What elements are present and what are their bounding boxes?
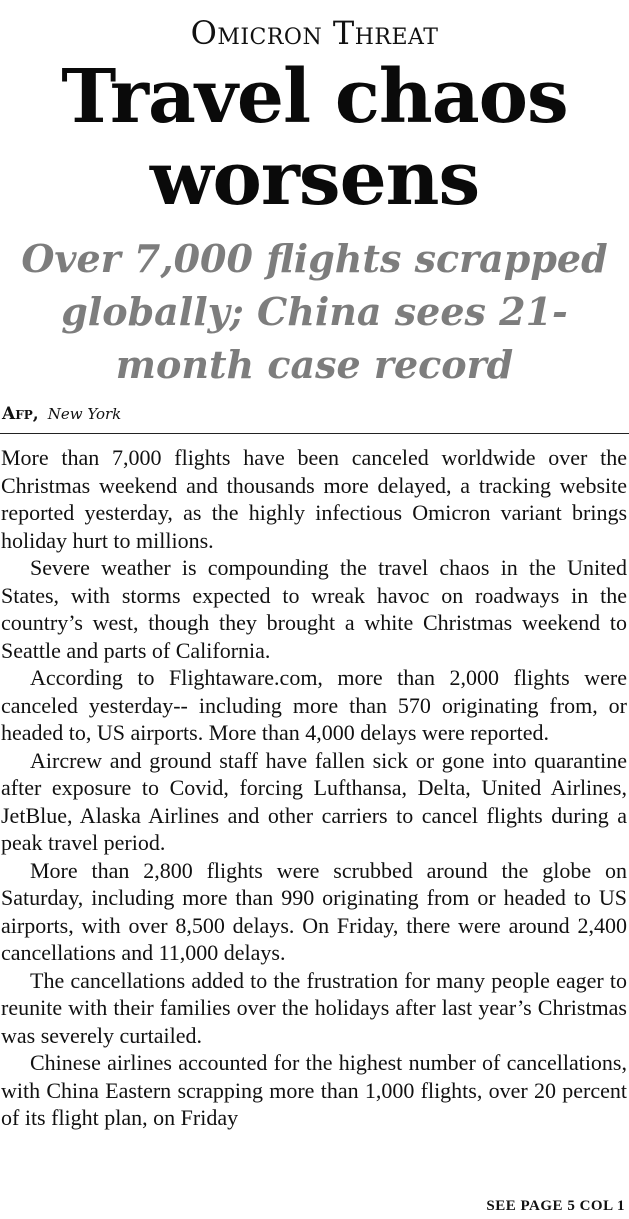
headline: Travel chaos worsens	[61, 54, 568, 222]
divider	[0, 433, 629, 434]
paragraph: According to Flightaware.com, more than 2,000 flights were canceled yesterday-- including more than 570 originating from, or headed to, US airports. More than 4,000 delays were reported.	[1, 665, 627, 745]
paragraph: More than 2,800 flights were scrubbed around the globe on Saturday, including more than 990 originating from or headed to US airports, with over 8,500 delays. On Friday, there were around 2,400 cancellations and 11,000 delays.	[1, 857, 627, 965]
byline	[0, 403, 629, 427]
paragraph: The cancellations added to the frustration for many people eager to reunite with their families over the holidays after last year’s Christmas was severely curtailed.	[1, 967, 627, 1048]
paragraph: Chinese airlines accounted for the highest number of cancellations, with China Eastern scrapping more than 1,000 flights, over 20 percent of its flight plan, on Friday	[1, 1050, 627, 1130]
byline-agency: Afp,	[2, 404, 39, 424]
paragraph: More than 7,000 flights have been canceled worldwide over the Christmas weekend and thousands more delayed, a tracking website reported yesterday, as the highly infectious Omicron variant brings holiday hurt to millions.	[1, 445, 627, 553]
byline-dateline: New York	[47, 405, 122, 423]
paragraph: Severe weather is compounding the travel chaos in the United States, with storms expected to wreak havoc on roadways in the country’s west, though they brought a white Christmas weekend to Seattle and parts of California.	[1, 555, 627, 663]
paragraph: Aircrew and ground staff have fallen sick or gone into quarantine after exposure to Covid, forcing Lufthansa, Delta, United Airlines, JetBlue, Alaska Airlines and other carriers to cancel flights during a peak travel period.	[1, 747, 627, 855]
subheadline: Over 7,000 flights scrapped globally; China sees 21-month case record	[21, 236, 608, 387]
kicker: Omicron Threat	[190, 14, 439, 52]
article-body	[0, 444, 629, 1132]
continuation-jump: SEE PAGE 5 COL 1	[486, 1198, 625, 1214]
